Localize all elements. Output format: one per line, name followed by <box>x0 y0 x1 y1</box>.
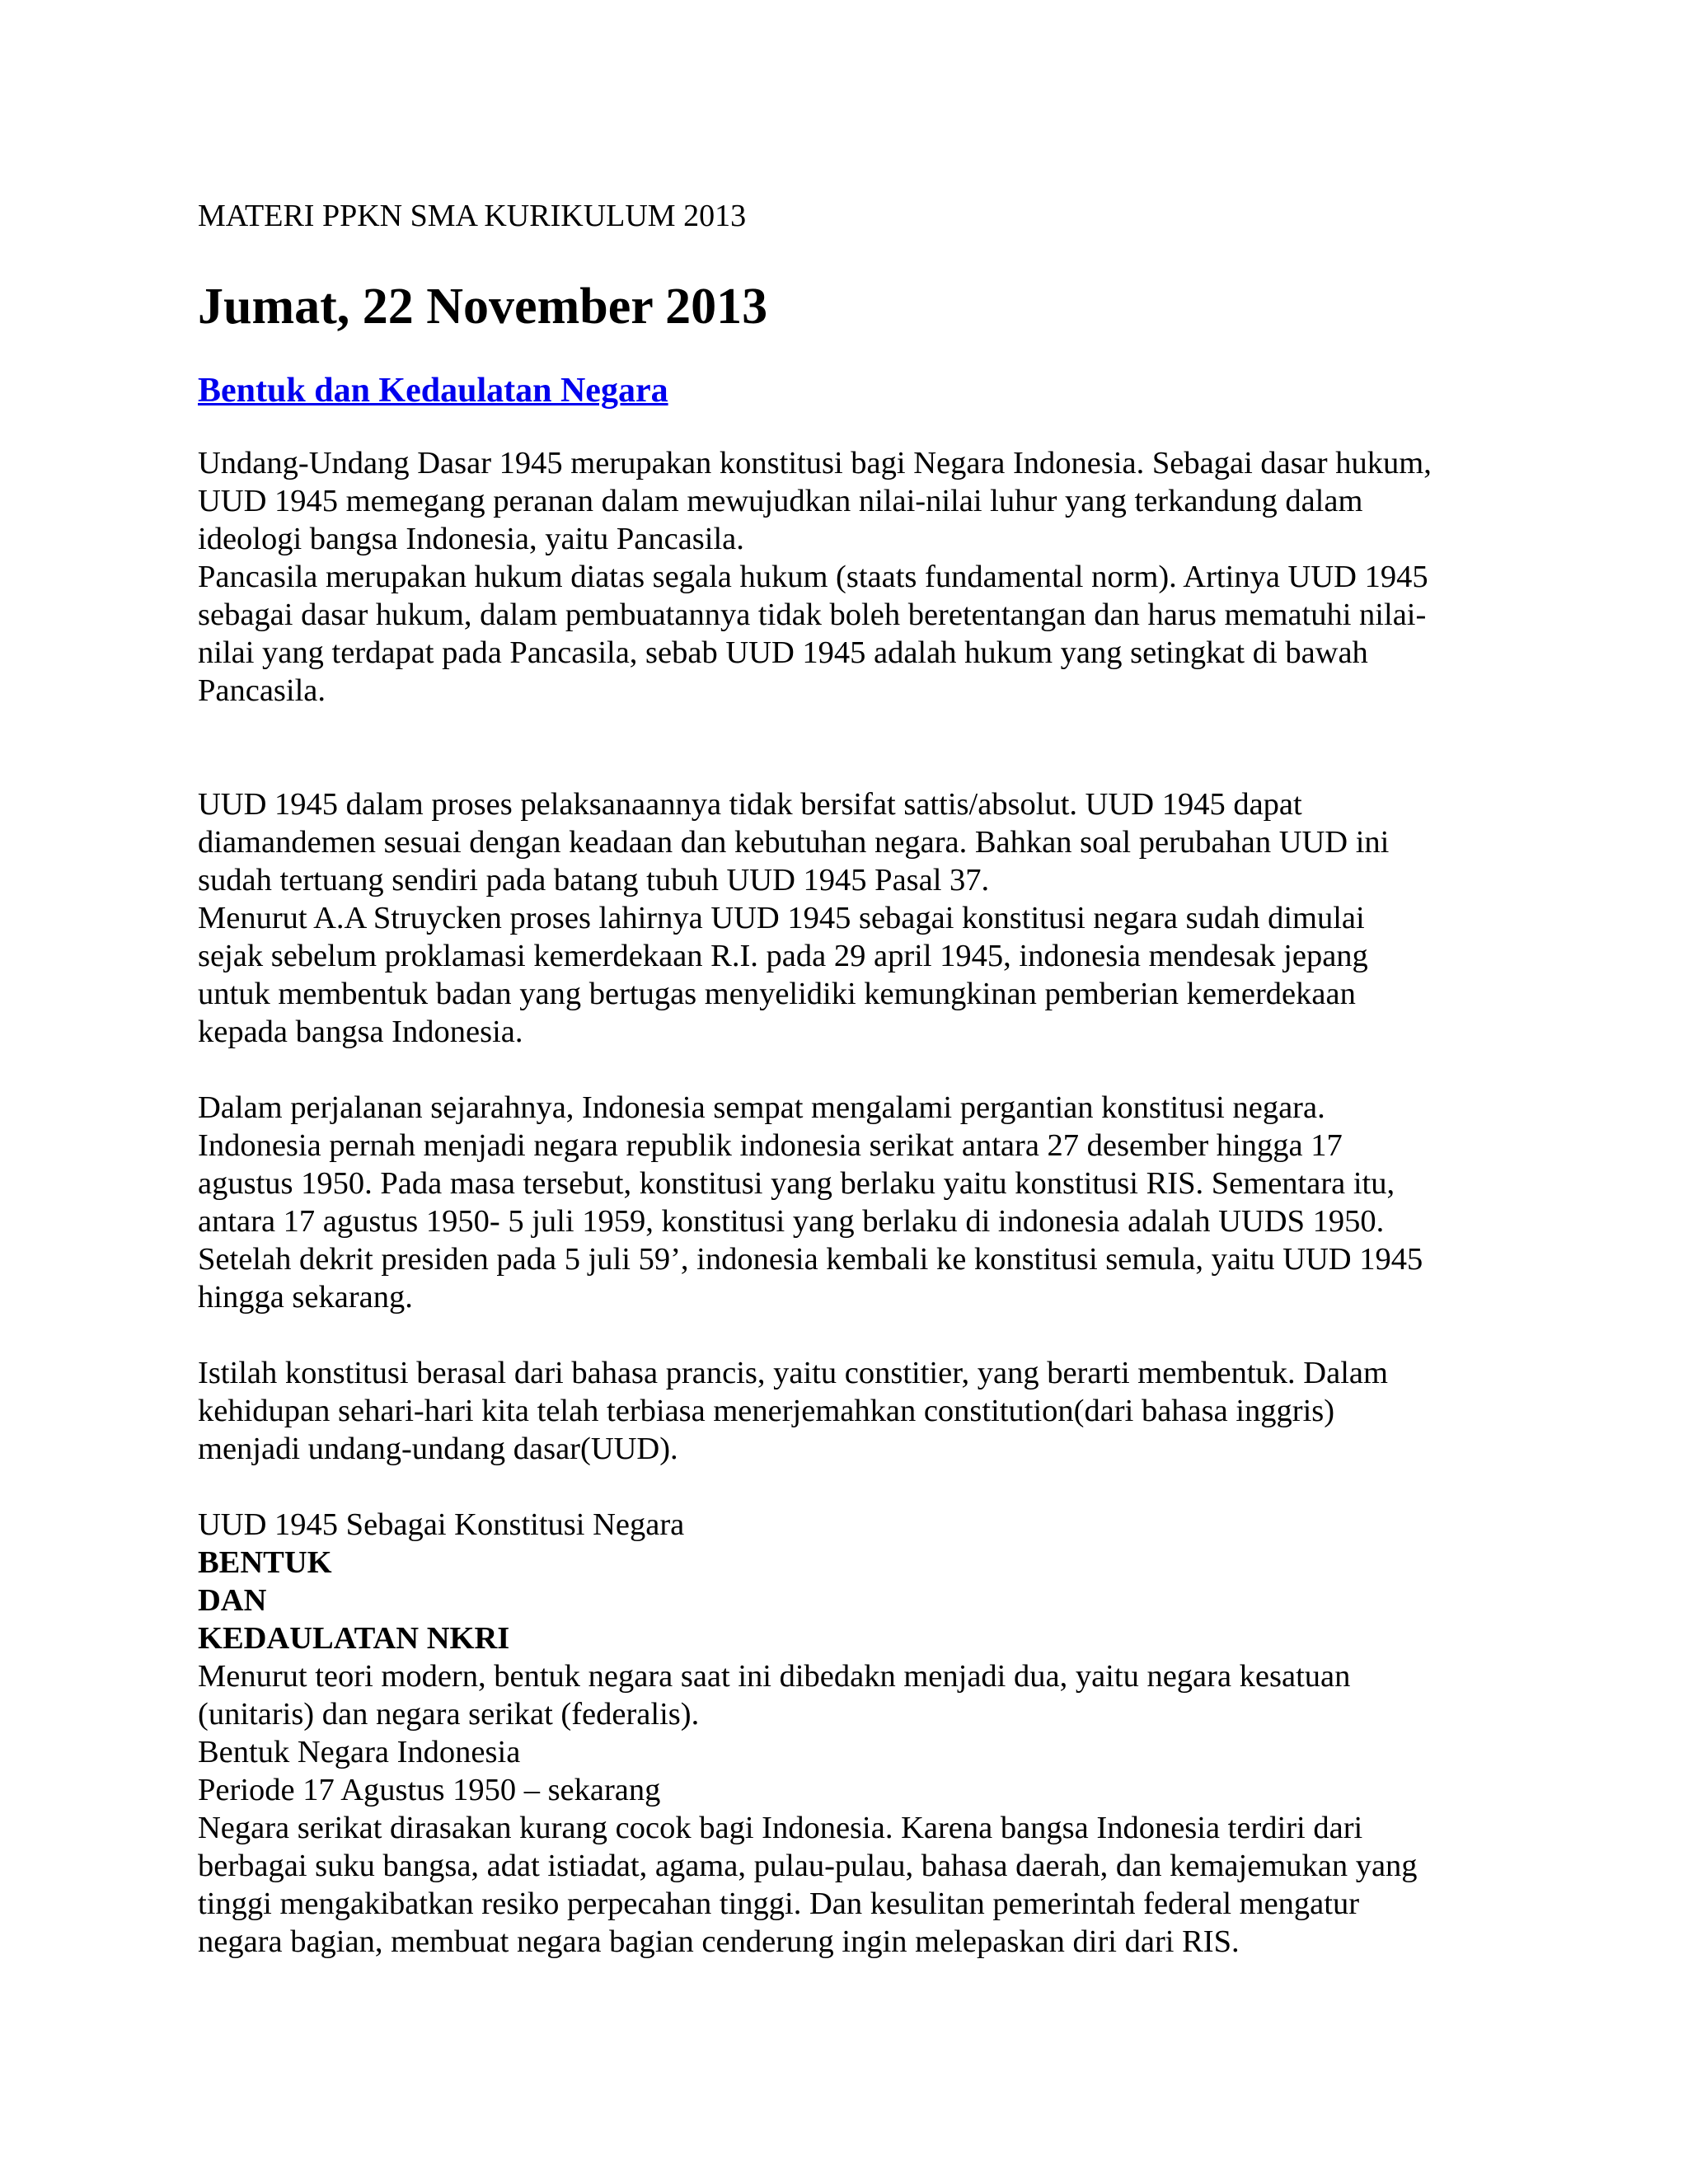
paragraph-line: diamandemen sesuai dengan keadaan dan kebutuhan negara. Bahkan soal perubahan UUD ini <box>198 825 1390 860</box>
document-page <box>198 194 1500 1959</box>
paragraph-line: Negara serikat dirasakan kurang cocok bagi Indonesia. Karena bangsa Indonesia terdiri dari <box>198 1811 1363 1845</box>
paragraph-line: antara 17 agustus 1950- 5 juli 1959, konstitusi yang berlaku di indonesia adalah UUDS 1950. <box>198 1204 1385 1239</box>
bold-heading-line: DAN <box>198 1583 267 1618</box>
blog-title: MATERI PPKN SMA KURIKULUM 2013 <box>198 199 747 233</box>
paragraph-line: kehidupan sehari-hari kita telah terbiasa menerjemahkan constitution(dari bahasa inggris) <box>198 1394 1335 1428</box>
paragraph-line: tinggi mengakibatkan resiko perpecahan tinggi. Dan kesulitan pemerintah federal mengatur <box>198 1886 1360 1921</box>
paragraph-line: (unitaris) dan negara serikat (federalis). <box>198 1697 700 1732</box>
section-heading: UUD 1945 Sebagai Konstitusi Negara <box>198 1507 685 1542</box>
paragraph-line: Menurut teori modern, bentuk negara saat ini dibedakn menjadi dua, yaitu negara kesatuan <box>198 1659 1351 1694</box>
paragraph-line: menjadi undang-undang dasar(UUD). <box>198 1432 678 1466</box>
paragraph-line: UUD 1945 memegang peranan dalam mewujudkan nilai-nilai luhur yang terkandung dalam <box>198 484 1363 518</box>
paragraph-line: Pancasila. <box>198 673 326 708</box>
post-body <box>198 444 1500 1961</box>
paragraph-line: UUD 1945 dalam proses pelaksanaannya tidak bersifat sattis/absolut. UUD 1945 dapat <box>198 787 1302 822</box>
paragraph-line: kepada bangsa Indonesia. <box>198 1015 523 1049</box>
paragraph-line: Indonesia pernah menjadi negara republik indonesia serikat antara 27 desember hingga 17 <box>198 1128 1343 1163</box>
post-title <box>198 368 668 414</box>
paragraph-line: Periode 17 Agustus 1950 – sekarang <box>198 1773 661 1807</box>
paragraph-line: Dalam perjalanan sejarahnya, Indonesia sempat mengalami pergantian konstitusi negara. <box>198 1090 1325 1125</box>
bold-heading-line: BENTUK <box>198 1545 332 1580</box>
paragraph-line: sebagai dasar hukum, dalam pembuatannya tidak boleh beretentangan dan harus mematuhi nilai- <box>198 598 1427 632</box>
paragraph-spacer <box>198 1051 1500 1089</box>
paragraph-spacer <box>198 1316 1500 1354</box>
paragraph-line: untuk membentuk badan yang bertugas menyelidiki kemungkinan pemberian kemerdekaan <box>198 977 1356 1011</box>
paragraph-line: nilai yang terdapat pada Pancasila, sebab UUD 1945 adalah hukum yang setingkat di bawah <box>198 635 1368 670</box>
paragraph-line: Undang-Undang Dasar 1945 merupakan konstitusi bagi Negara Indonesia. Sebagai dasar hukum, <box>198 446 1432 480</box>
paragraph-line: agustus 1950. Pada masa tersebut, konstitusi yang berlaku yaitu konstitusi RIS. Sementara itu, <box>198 1166 1395 1201</box>
paragraph-line: Pancasila merupakan hukum diatas segala hukum (staats fundamental norm). Artinya UUD 1945 <box>198 560 1428 594</box>
paragraph-spacer <box>198 1468 1500 1506</box>
paragraph-line: berbagai suku bangsa, adat istiadat, agama, pulau-pulau, bahasa daerah, dan kemajemukan yang <box>198 1849 1418 1883</box>
paragraph-spacer <box>198 710 1500 785</box>
paragraph-line: ideologi bangsa Indonesia, yaitu Pancasila. <box>198 522 744 556</box>
post-date: Jumat, 22 November 2013 <box>198 279 768 335</box>
paragraph-line: Istilah konstitusi berasal dari bahasa prancis, yaitu constitier, yang berarti membentuk. Dalam <box>198 1356 1388 1390</box>
post-title-link[interactable]: Bentuk dan Kedaulatan Negara <box>198 372 668 410</box>
paragraph-line: hingga sekarang. <box>198 1280 413 1315</box>
bold-heading-line: KEDAULATAN NKRI <box>198 1621 510 1656</box>
paragraph-line: Setelah dekrit presiden pada 5 juli 59’, indonesia kembali ke konstitusi semula, yaitu UUD 1945 <box>198 1242 1423 1277</box>
paragraph-line: Menurut A.A Struycken proses lahirnya UUD 1945 sebagai konstitusi negara sudah dimulai <box>198 901 1365 935</box>
paragraph-line: negara bagian, membuat negara bagian cenderung ingin melepaskan diri dari RIS. <box>198 1924 1240 1959</box>
paragraph-line: Bentuk Negara Indonesia <box>198 1735 521 1769</box>
paragraph-line: sejak sebelum proklamasi kemerdekaan R.I. pada 29 april 1945, indonesia mendesak jepang <box>198 939 1368 973</box>
paragraph-line: sudah tertuang sendiri pada batang tubuh UUD 1945 Pasal 37. <box>198 863 990 898</box>
